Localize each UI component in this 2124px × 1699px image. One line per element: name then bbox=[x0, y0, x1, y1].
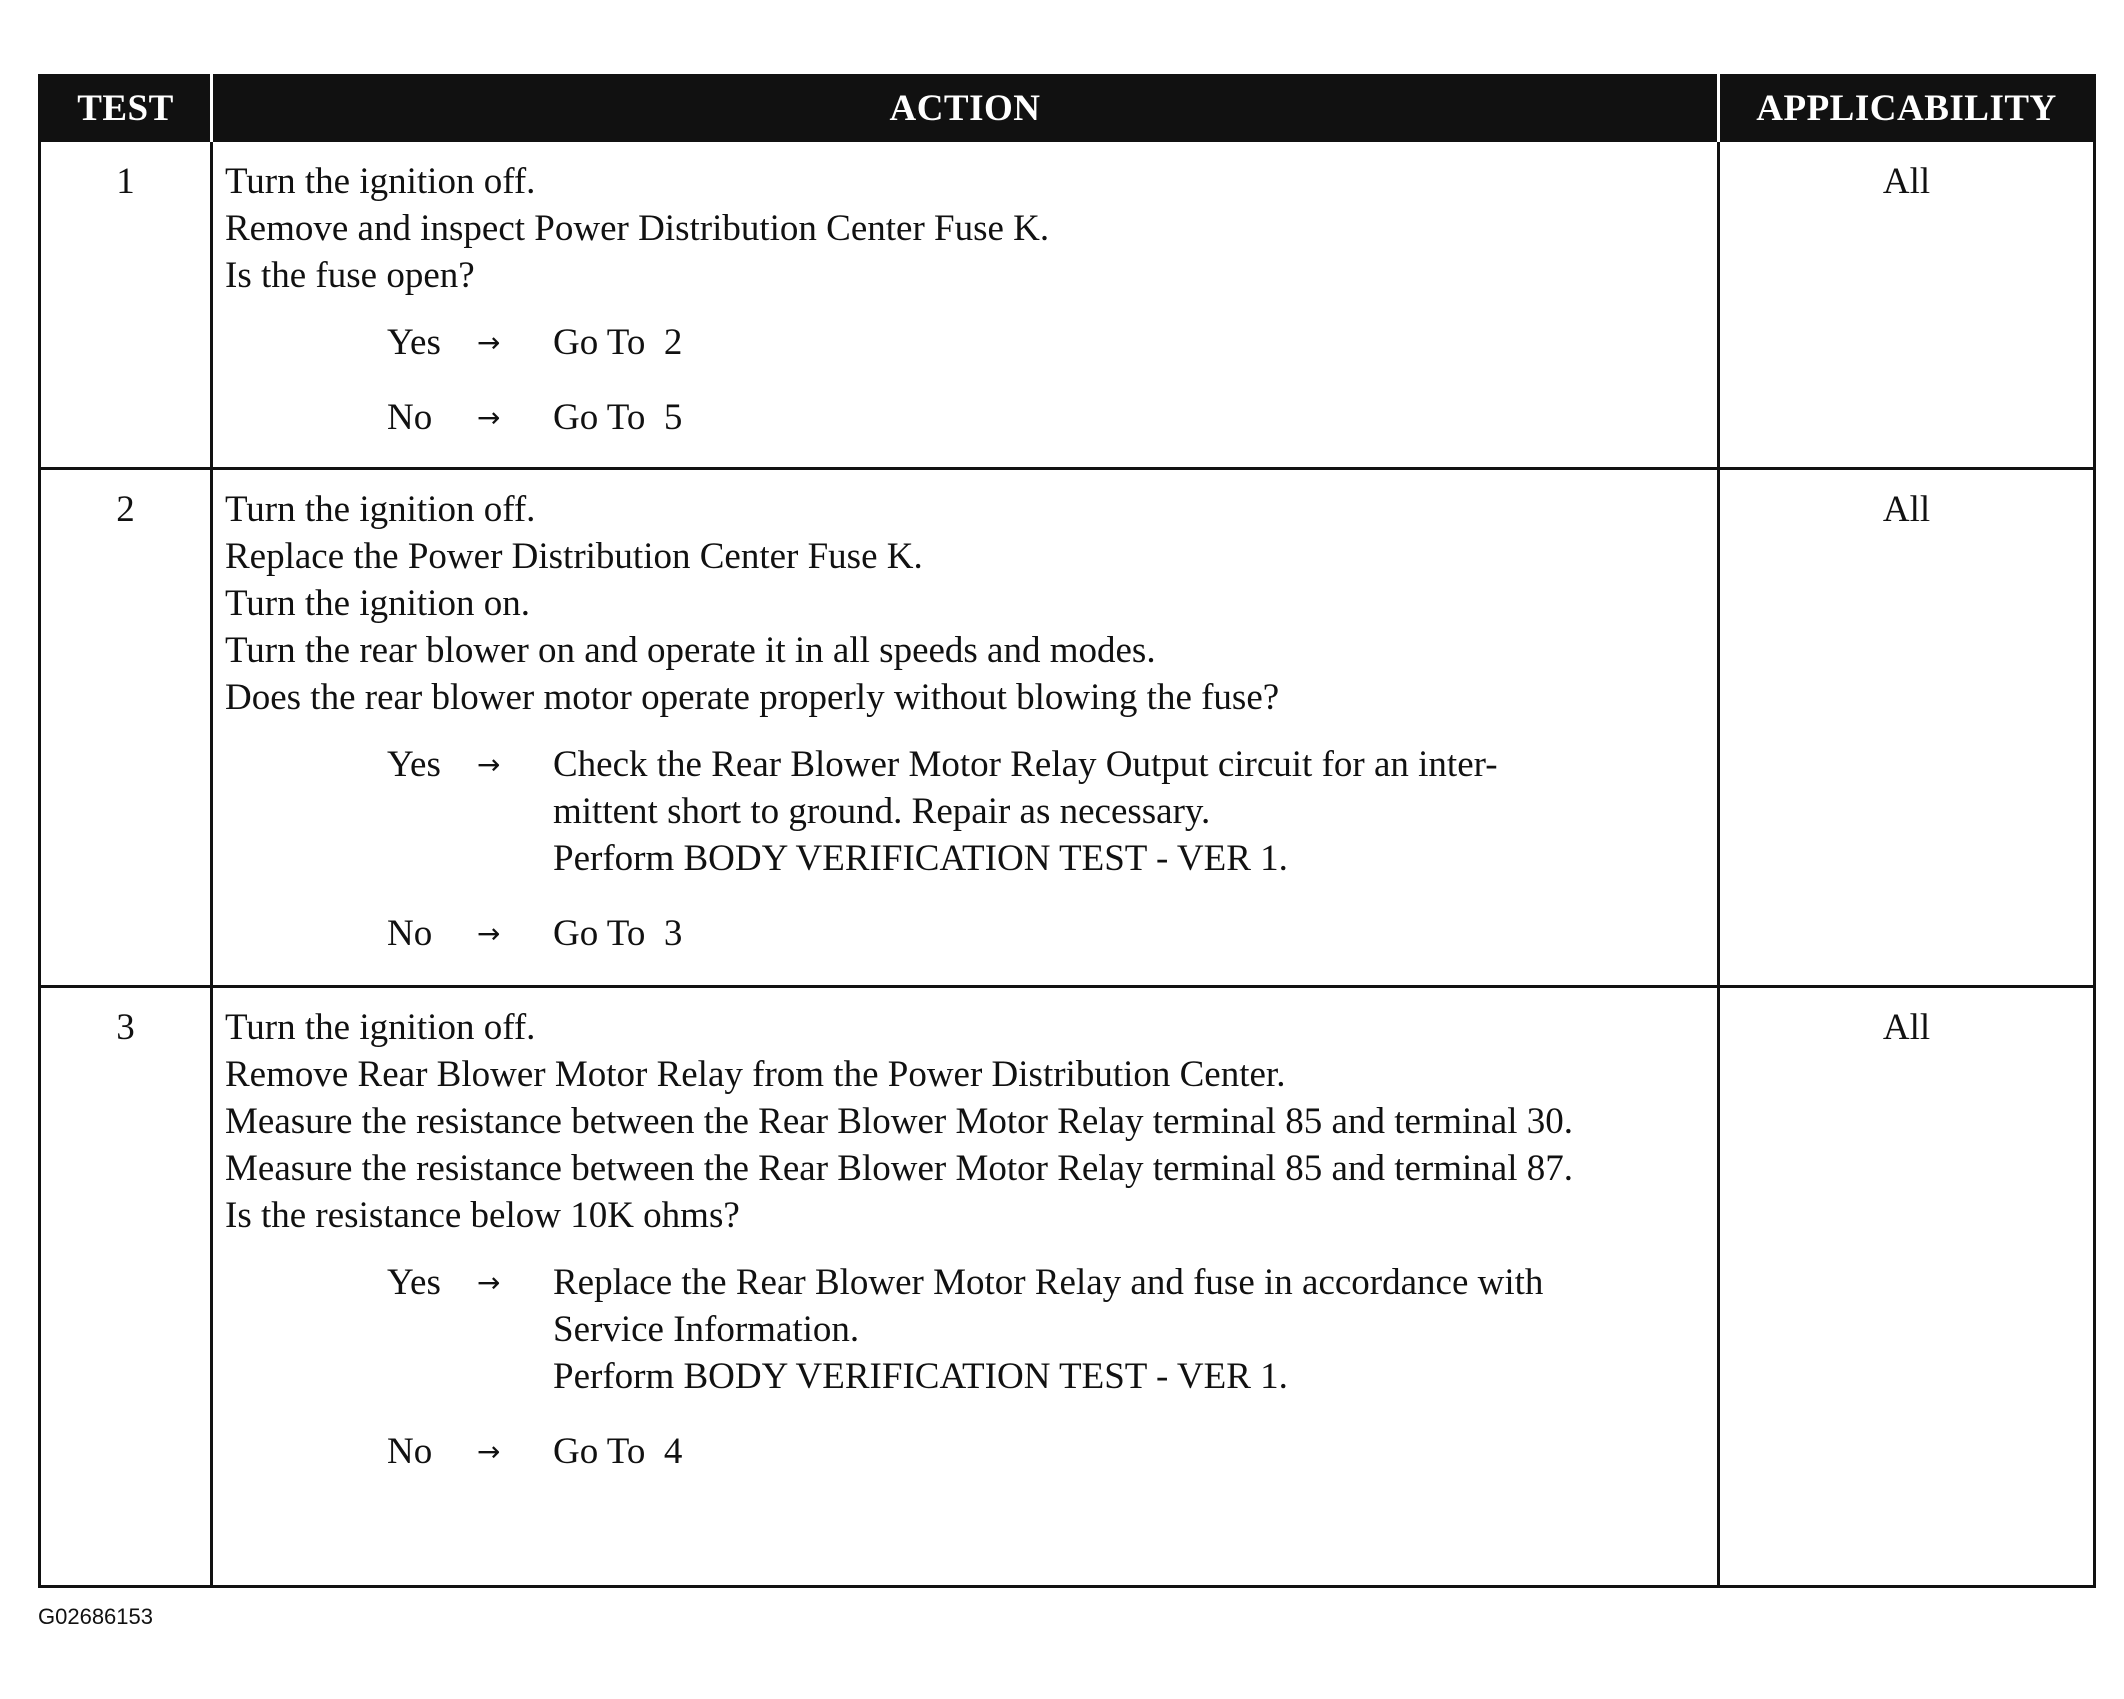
outcomes bbox=[225, 741, 1705, 957]
action-step: Remove Rear Blower Motor Relay from the Power Distribution Center. bbox=[225, 1054, 1286, 1095]
figure-id: G02686153 bbox=[38, 1604, 153, 1629]
outcome-no bbox=[387, 394, 1705, 441]
outcome-text: Go To 2 bbox=[553, 322, 683, 363]
outcome-text: Replace the Rear Blower Motor Relay and fuse in accordance with bbox=[553, 1262, 1544, 1303]
action-step: Turn the ignition on. bbox=[225, 583, 530, 624]
action-step: Turn the rear blower on and operate it in all speeds and modes. bbox=[225, 630, 1156, 671]
header-action: ACTION bbox=[212, 76, 1719, 141]
outcome-text: Check the Rear Blower Motor Relay Output circuit for an inter- bbox=[553, 744, 1498, 785]
action-step: Is the resistance below 10K ohms? bbox=[225, 1195, 740, 1236]
outcome-text: Go To 4 bbox=[553, 1431, 683, 1472]
test-number: 3 bbox=[40, 987, 212, 1587]
outcome-label: No bbox=[387, 397, 433, 438]
diagnostic-procedure bbox=[38, 74, 2093, 1588]
outcome-no bbox=[387, 1428, 1705, 1475]
right-arrow-icon: → bbox=[477, 326, 501, 359]
action-step: Is the fuse open? bbox=[225, 255, 475, 296]
header-test: TEST bbox=[40, 76, 212, 141]
table-header-row bbox=[40, 76, 2095, 141]
action-step: Turn the ignition off. bbox=[225, 489, 536, 530]
outcome-yes bbox=[387, 319, 1705, 366]
action-cell bbox=[212, 987, 1719, 1587]
outcome-text: Perform BODY VERIFICATION TEST - VER 1. bbox=[553, 1356, 1288, 1397]
action-step: Turn the ignition off. bbox=[225, 1007, 536, 1048]
outcome-label: No bbox=[387, 1431, 433, 1472]
action-cell bbox=[212, 141, 1719, 469]
outcome-text: Service Information. bbox=[553, 1309, 860, 1350]
outcome-label: Yes bbox=[387, 322, 441, 363]
outcomes bbox=[225, 1259, 1705, 1475]
outcome-label: Yes bbox=[387, 744, 441, 785]
action-cell bbox=[212, 469, 1719, 987]
outcome-text: Go To 3 bbox=[553, 913, 683, 954]
right-arrow-icon: → bbox=[477, 1435, 501, 1468]
action-step: Measure the resistance between the Rear Blower Motor Relay terminal 85 and terminal 30. bbox=[225, 1101, 1573, 1142]
action-step: Does the rear blower motor operate properly without blowing the fuse? bbox=[225, 677, 1280, 718]
outcome-text: mittent short to ground. Repair as necessary. bbox=[553, 791, 1211, 832]
outcomes bbox=[225, 319, 1705, 441]
right-arrow-icon: → bbox=[477, 748, 501, 781]
right-arrow-icon: → bbox=[477, 401, 501, 434]
outcome-no bbox=[387, 910, 1705, 957]
action-step: Measure the resistance between the Rear Blower Motor Relay terminal 85 and terminal 87. bbox=[225, 1148, 1573, 1189]
action-step: Replace the Power Distribution Center Fuse K. bbox=[225, 536, 923, 577]
applicability-value: All bbox=[1719, 141, 2095, 469]
outcome-text: Perform BODY VERIFICATION TEST - VER 1. bbox=[553, 838, 1288, 879]
action-step: Remove and inspect Power Distribution Center Fuse K. bbox=[225, 208, 1050, 249]
applicability-value: All bbox=[1719, 987, 2095, 1587]
header-applicability: APPLICABILITY bbox=[1719, 76, 2095, 141]
right-arrow-icon: → bbox=[477, 917, 501, 950]
right-arrow-icon: → bbox=[477, 1266, 501, 1299]
table-row bbox=[40, 987, 2095, 1587]
test-number: 1 bbox=[40, 141, 212, 469]
action-step: Turn the ignition off. bbox=[225, 161, 536, 202]
outcome-text: Go To 5 bbox=[553, 397, 683, 438]
test-number: 2 bbox=[40, 469, 212, 987]
applicability-value: All bbox=[1719, 469, 2095, 987]
outcome-label: No bbox=[387, 913, 433, 954]
outcome-label: Yes bbox=[387, 1262, 441, 1303]
outcome-yes bbox=[387, 741, 1705, 882]
table-row bbox=[40, 141, 2095, 469]
diagnostic-table bbox=[38, 74, 2096, 1588]
outcome-yes bbox=[387, 1259, 1705, 1400]
table-row bbox=[40, 469, 2095, 987]
